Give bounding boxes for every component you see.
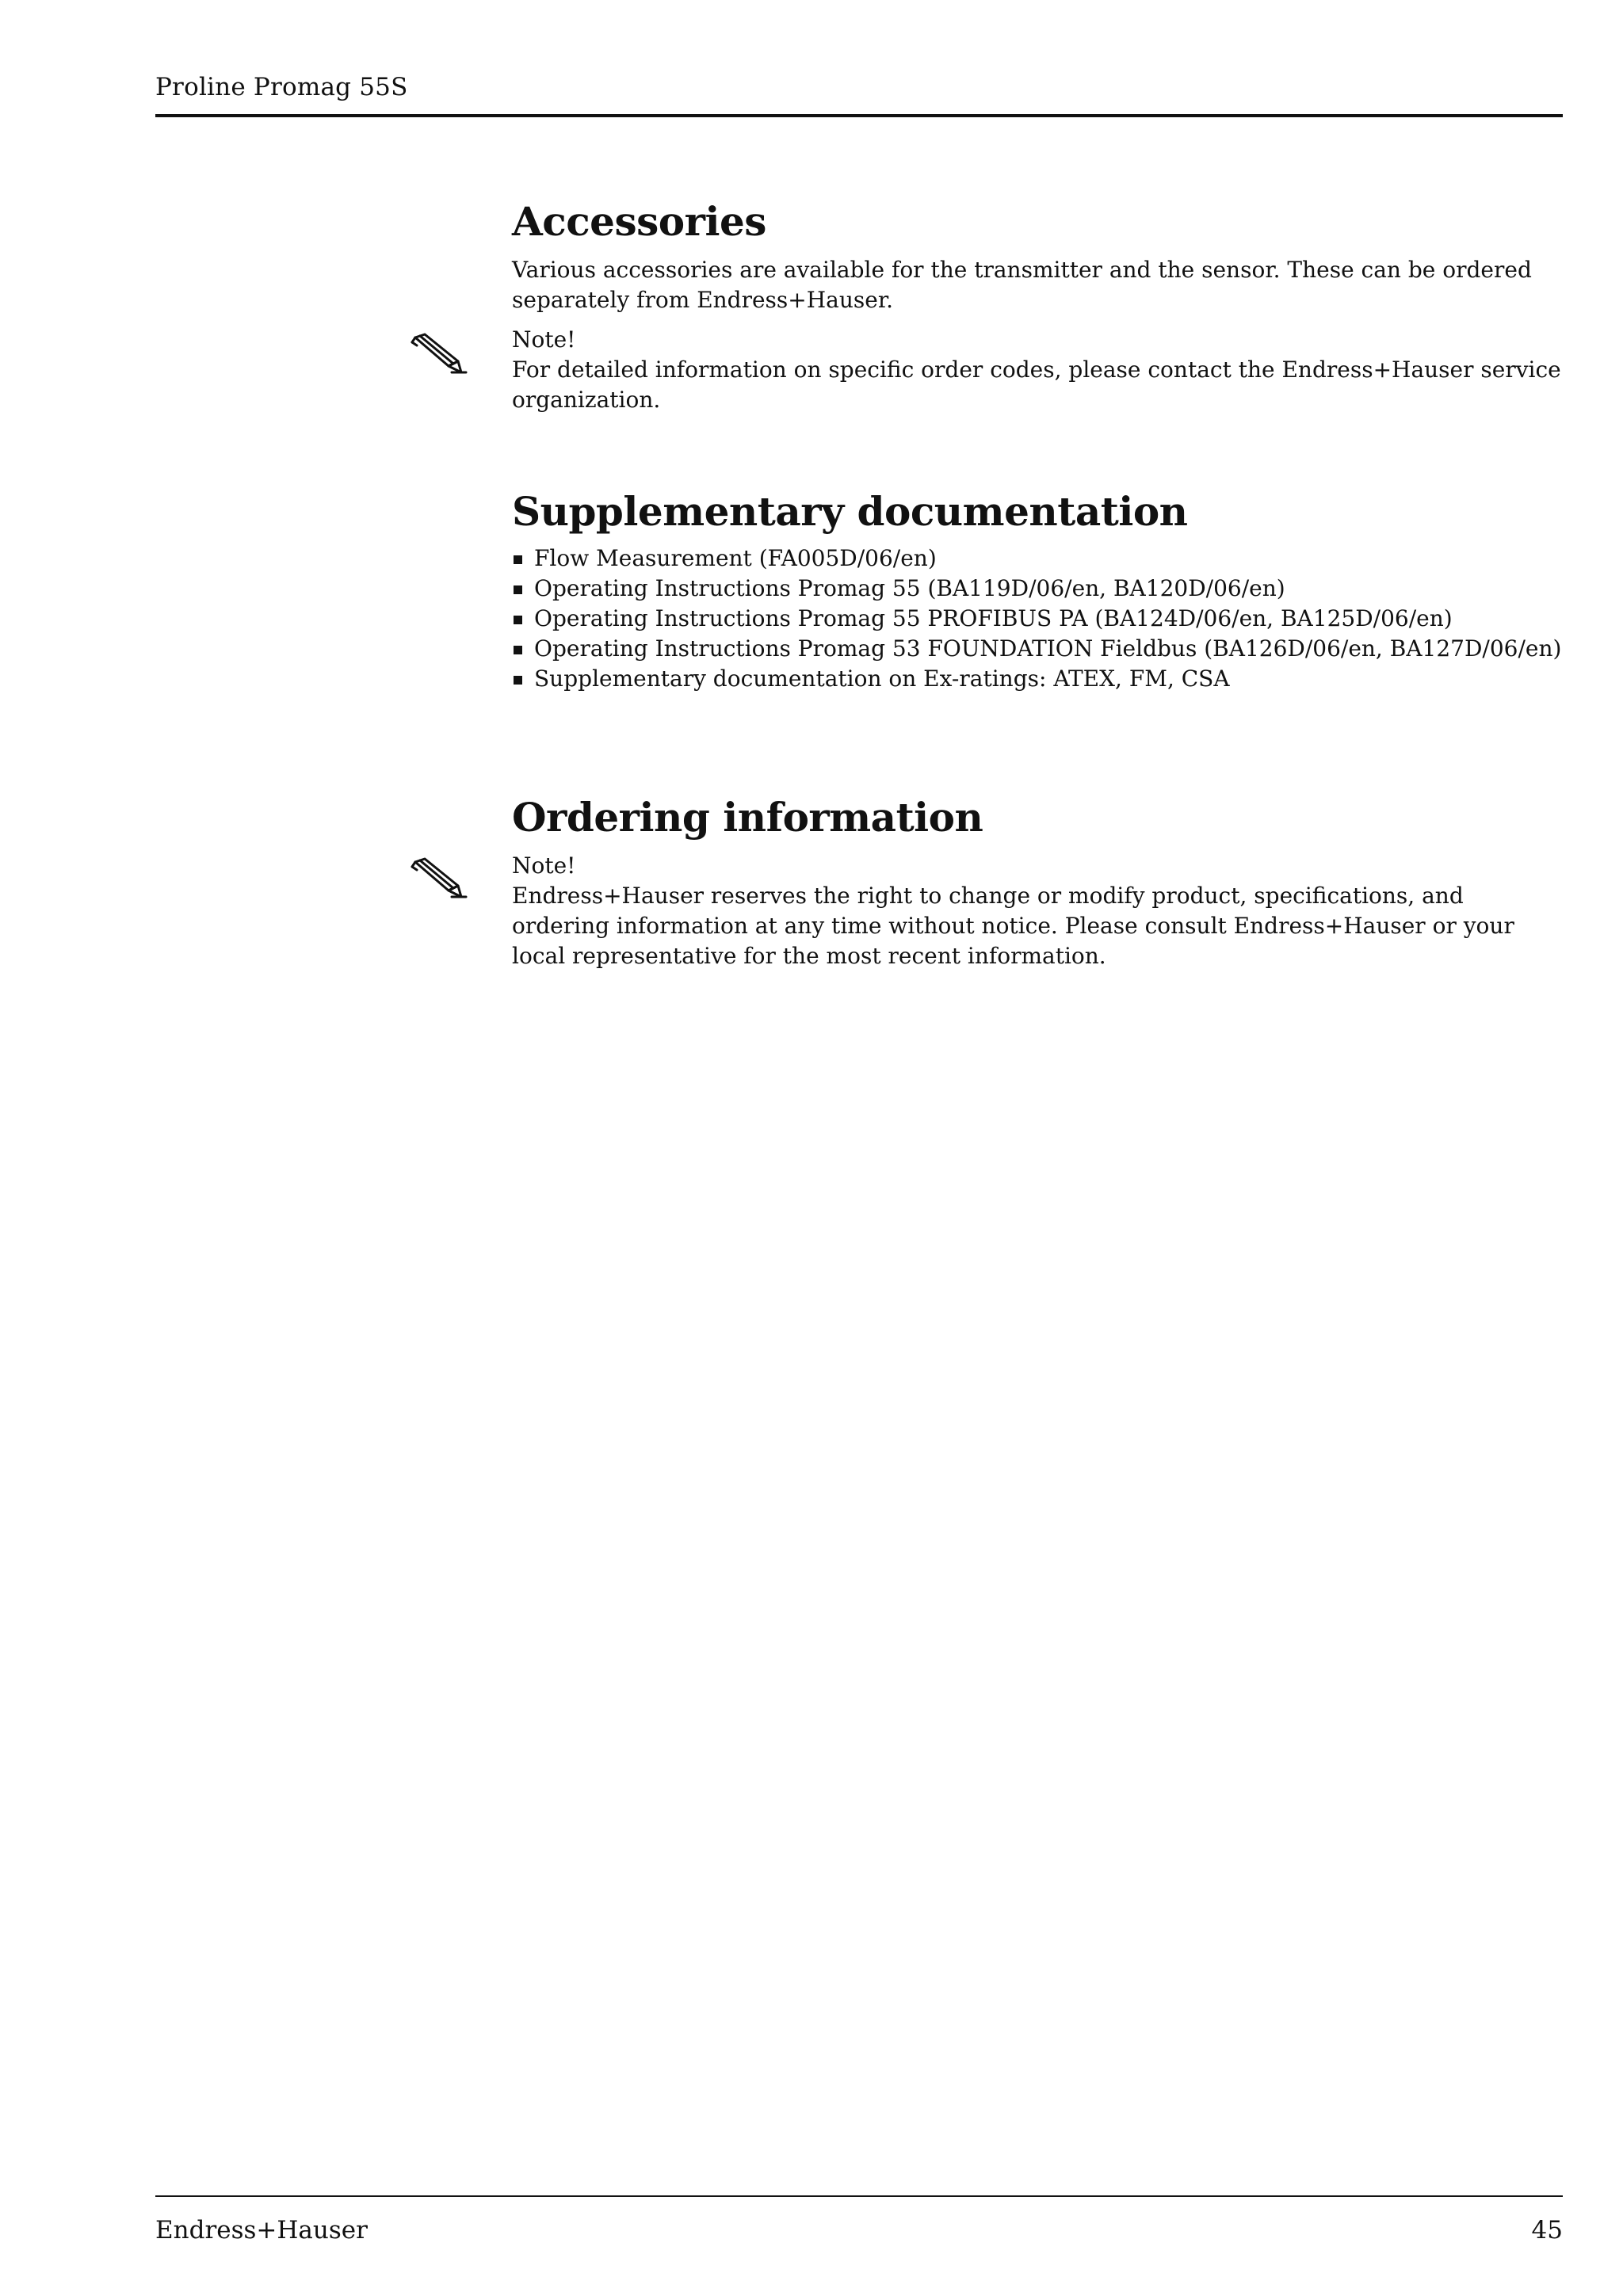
accessories-note	[512, 325, 1566, 415]
bullet-square-icon	[514, 676, 522, 685]
ordering-note-text: Endress+Hauser reserves the right to change or modify product, specifications, and ordering information at any time without notice. Please consult Endress+Hauser or your local representative for the most recent information.	[512, 883, 1514, 969]
accessories-intro: Various accessories are available for the transmitter and the sensor. These can be ordered separately from Endress+Hauser.	[512, 257, 1532, 313]
ordering-note	[512, 851, 1566, 971]
list-item: Operating Instructions Promag 53 FOUNDATION Fieldbus (BA126D/06/en, BA127D/06/en)	[512, 634, 1566, 664]
bullet-square-icon	[514, 555, 522, 564]
bullet-square-icon	[514, 616, 522, 624]
supplementary-section	[512, 486, 1566, 694]
bullet-square-icon	[514, 646, 522, 654]
pencil-note-icon	[404, 856, 468, 903]
accessories-section	[512, 196, 1566, 415]
running-header-title: Proline Promag 55S	[155, 73, 408, 101]
ordering-section	[512, 792, 1566, 971]
pencil-note-icon	[404, 331, 468, 379]
list-item: Operating Instructions Promag 55 PROFIBUS PA (BA124D/06/en, BA125D/06/en)	[512, 604, 1566, 634]
ordering-heading: Ordering information	[512, 794, 983, 841]
list-item: Supplementary documentation on Ex-ratings: ATEX, FM, CSA	[512, 664, 1566, 694]
footer-rule	[155, 2195, 1563, 2197]
header-rule	[155, 114, 1563, 117]
supplementary-list	[512, 543, 1566, 694]
list-item: Operating Instructions Promag 55 (BA119D/06/en, BA120D/06/en)	[512, 574, 1566, 604]
page-number: 45	[1531, 2216, 1563, 2245]
accessories-heading: Accessories	[512, 198, 766, 245]
list-item: Flow Measurement (FA005D/06/en)	[512, 543, 1566, 574]
footer-company: Endress+Hauser	[155, 2216, 368, 2245]
supplementary-heading: Supplementary documentation	[512, 488, 1188, 535]
accessories-note-text: For detailed information on specific order codes, please contact the Endress+Hauser service organization.	[512, 357, 1561, 413]
ordering-note-label: Note!	[512, 852, 576, 879]
accessories-note-label: Note!	[512, 326, 576, 353]
bullet-square-icon	[514, 585, 522, 594]
